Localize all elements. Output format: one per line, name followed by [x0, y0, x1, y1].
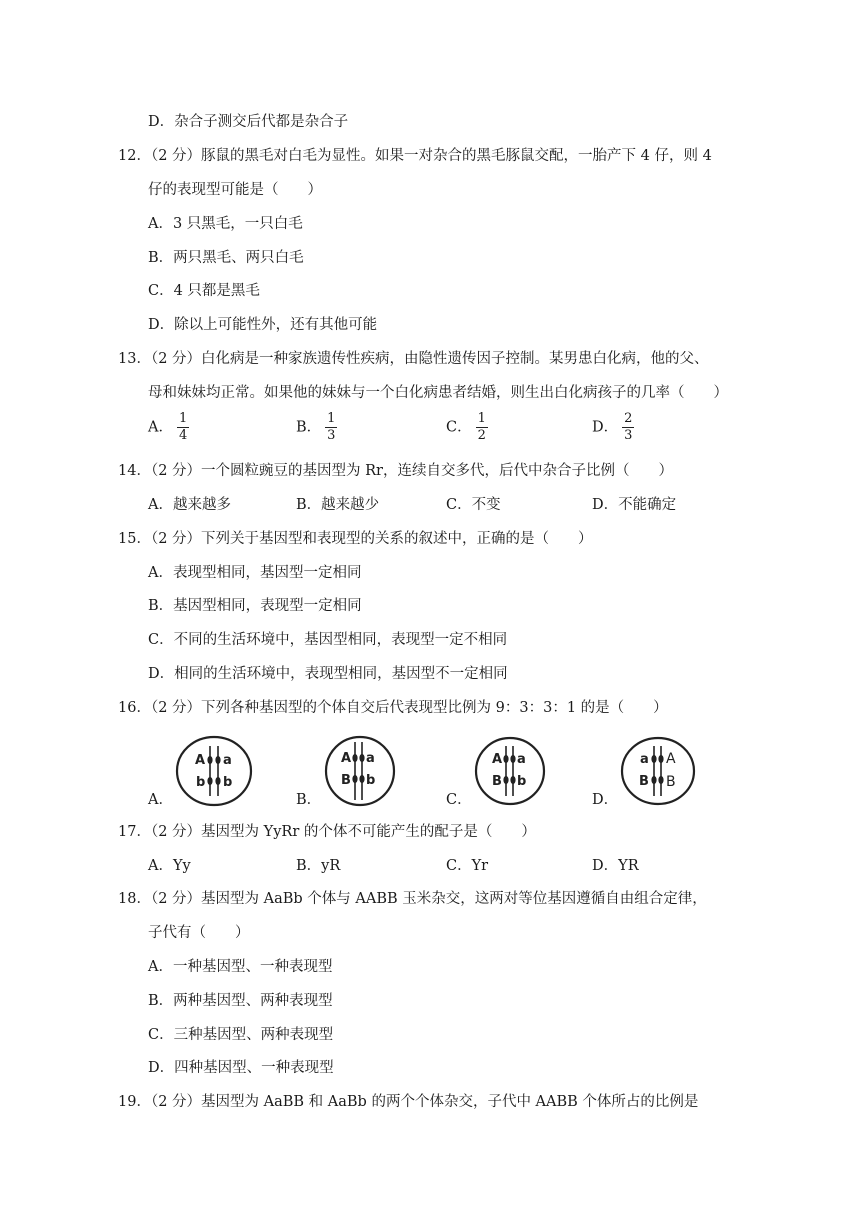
q16-option-a-label: A． [148, 792, 173, 808]
allele-label: a [640, 752, 649, 767]
allele-label: A [666, 751, 676, 767]
allele-label: a [517, 752, 526, 767]
allele-label: a [366, 751, 375, 766]
allele-label: B [666, 774, 676, 790]
allele-label: b [517, 774, 527, 789]
q14-stem: 14．（2 分）一个圆粒豌豆的基因型为 Rr，连续自交多代，后代中杂合子比例（ ） [118, 463, 673, 479]
fraction-denominator: 2 [477, 428, 486, 443]
q12-stem-line1: 12．（2 分）豚鼠的黑毛对白毛为显性。如果一对杂合的黑毛豚鼠交配，一胎产下 4 仔，则 4 [118, 148, 712, 164]
q17-stem: 17．（2 分）基因型为 YyRr 的个体不可能产生的配子是（ ） [118, 824, 536, 840]
q15-option-a: A．表现型相同，基因型一定相同 [148, 565, 362, 581]
option-label: D． [592, 419, 619, 436]
q12-option-c: C．4 只都是黑毛 [148, 283, 260, 299]
option-label: B． [296, 419, 322, 436]
fraction-numerator: 2 [624, 411, 633, 426]
fraction [177, 412, 189, 443]
q13-option-d [592, 412, 634, 443]
fraction-denominator: 3 [327, 428, 336, 443]
fraction [622, 412, 634, 443]
q16-stem: 16．（2 分）下列各种基因型的个体自交后代表现型比例为 9：3：3：1 的是（ ） [118, 700, 668, 716]
q19-stem-line1: 19．（2 分）基因型为 AaBB 和 AaBb 的两个个体杂交，子代中 AABB 个体所占的比例是 [118, 1094, 699, 1110]
q15-option-c: C．不同的生活环境中，基因型相同，表现型一定不相同 [148, 632, 508, 648]
q12-stem-line2: 仔的表现型可能是（ ） [148, 182, 322, 198]
q13-stem-line2: 母和妹妹均正常。如果他的妹妹与一个白化病患者结婚，则生出白化病孩子的几率（ ） [148, 385, 728, 401]
allele-label: B [341, 773, 351, 788]
fraction [325, 412, 337, 443]
q12-option-d: D．除以上可能性外，还有其他可能 [148, 317, 378, 333]
q16-option-d-label: D． [592, 792, 619, 808]
q14-option-c: C．不变 [446, 497, 501, 513]
q11-option-d: D．杂合子测交后代都是杂合子 [148, 114, 349, 130]
q17-option-d: D．YR [592, 858, 639, 874]
allele-label: b [366, 773, 376, 788]
q16-option-c-cell-diagram [470, 734, 550, 808]
q13-stem-line1: 13．（2 分）白化病是一种家族遗传性疾病，由隐性遗传因子控制。某男患白化病，他的父、 [118, 351, 709, 367]
q13-option-a [148, 412, 189, 443]
allele-label: B [639, 774, 649, 789]
q18-option-b: B．两种基因型、两种表现型 [148, 993, 333, 1009]
q12-option-a: A．3 只黑毛，一只白毛 [148, 216, 303, 232]
q18-option-c: C．三种基因型、两种表现型 [148, 1027, 334, 1043]
fraction-denominator: 4 [178, 428, 188, 443]
q16-option-c-label: C． [446, 792, 472, 808]
q18-option-a: A．一种基因型、一种表现型 [148, 959, 333, 975]
allele-label: b [223, 775, 233, 790]
q17-option-b: B．yR [296, 858, 341, 874]
q15-option-b: B．基因型相同，表现型一定相同 [148, 598, 362, 614]
allele-label: a [223, 753, 232, 768]
fraction-numerator: 1 [327, 411, 336, 426]
allele-label: b [196, 775, 206, 790]
option-label: A． [148, 419, 173, 436]
allele-label: A [341, 751, 352, 766]
fraction-numerator: 1 [477, 411, 486, 426]
q13-option-b [296, 412, 337, 443]
q13-option-c [446, 412, 488, 443]
fraction [476, 412, 488, 443]
allele-label: A [492, 752, 503, 767]
q16-option-a-cell-diagram [174, 734, 254, 808]
q16-option-b-cell-diagram [320, 734, 400, 808]
option-label: C． [446, 419, 472, 436]
q12-option-b: B．两只黑毛、两只白毛 [148, 250, 304, 266]
q18-option-d: D．四种基因型、一种表现型 [148, 1060, 334, 1076]
q18-stem-line2: 子代有（ ） [148, 925, 250, 941]
q18-stem-line1: 18．（2 分）基因型为 AaBb 个体与 AABB 玉米杂交，这两对等位基因遵循自由组合定律， [118, 891, 707, 907]
fraction-denominator: 3 [624, 428, 633, 443]
q16-option-b-label: B． [296, 792, 322, 808]
q14-option-a: A．越来越多 [148, 497, 231, 513]
allele-label: A [195, 753, 206, 768]
q16-option-d-cell-diagram [616, 734, 700, 808]
q17-option-a: A．Yy [148, 858, 191, 874]
q14-option-d: D．不能确定 [592, 497, 677, 513]
q17-option-c: C．Yr [446, 858, 489, 874]
q15-option-d: D．相同的生活环境中，表现型相同，基因型不一定相同 [148, 666, 508, 682]
q14-option-b: B．越来越少 [296, 497, 380, 513]
fraction-numerator: 1 [178, 411, 188, 426]
allele-label: B [492, 774, 502, 789]
q15-stem: 15．（2 分）下列关于基因型和表现型的关系的叙述中，正确的是（ ） [118, 531, 593, 547]
